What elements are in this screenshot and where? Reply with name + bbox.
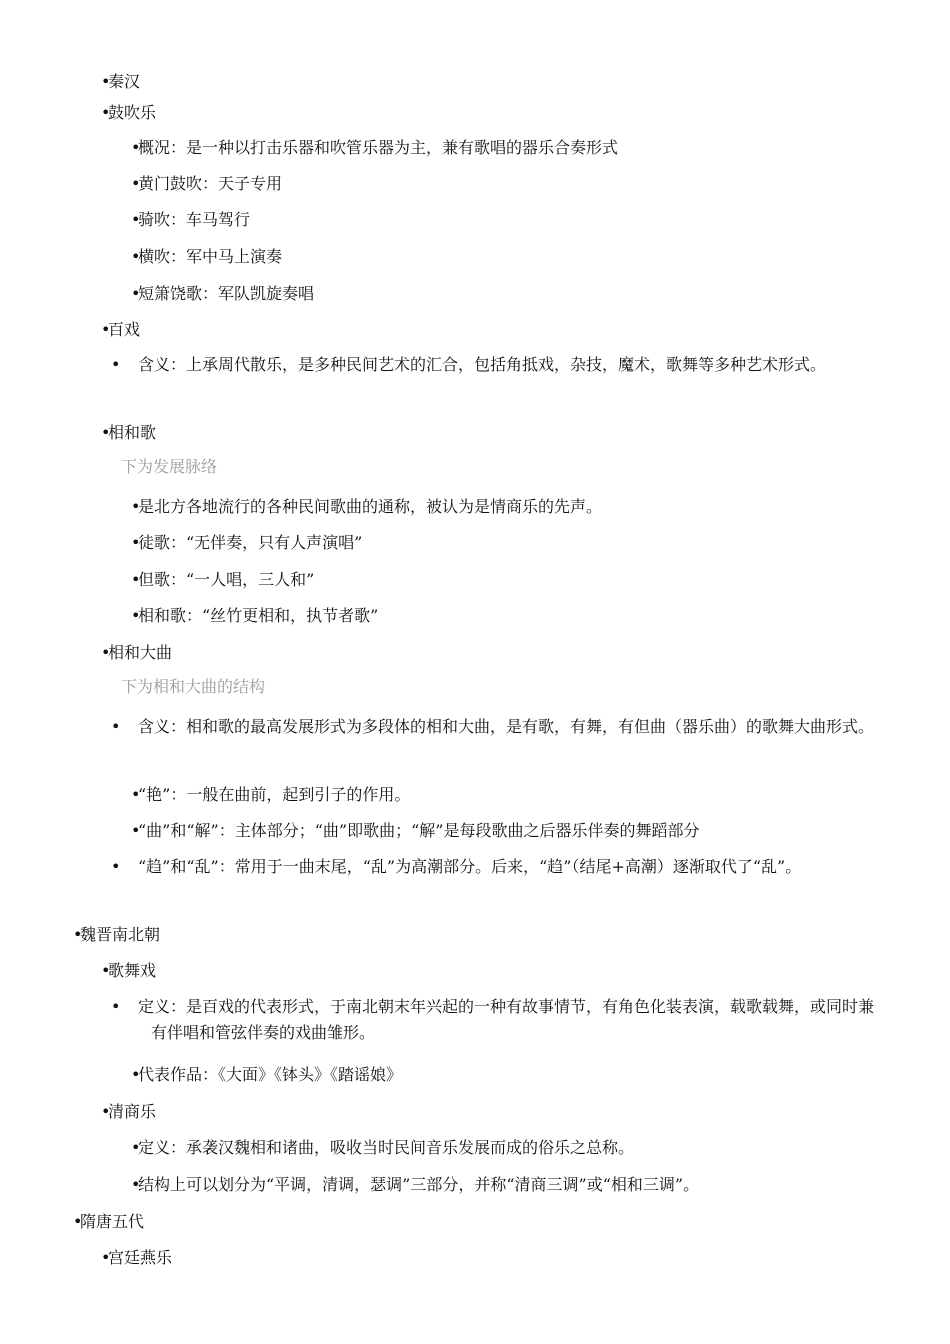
outline-item xyxy=(111,994,883,1046)
outline-item-gongtingyanyue xyxy=(101,1245,172,1271)
bullet: • xyxy=(101,320,111,339)
item-text: 短箫饶歌：军队凯旋奏唱 xyxy=(138,284,315,303)
bullet: • xyxy=(131,174,141,193)
outline-item xyxy=(111,352,871,378)
bullet: • xyxy=(101,1248,111,1267)
item-text: 歌舞戏 xyxy=(108,961,157,980)
outline-item xyxy=(131,782,410,808)
item-text: 横吹：军中马上演奏 xyxy=(138,247,283,266)
outline-item xyxy=(131,530,362,556)
item-text: “曲”和“解”：主体部分；“曲”即歌曲；“解”是每段歌曲之后器乐伴奏的舞蹈部分 xyxy=(138,821,700,840)
outline-item xyxy=(131,1135,634,1161)
item-text: 魏晋南北朝 xyxy=(80,925,161,944)
bullet: • xyxy=(101,72,111,91)
note-text: 下为发展脉络 xyxy=(121,457,218,476)
outline-item xyxy=(131,171,282,197)
outline-item-guchuiyue xyxy=(101,100,156,126)
bullet: • xyxy=(101,961,111,980)
item-text: 概况：是一种以打击乐器和吹管乐器为主，兼有歌唱的器乐合奏形式 xyxy=(138,138,619,157)
bullet: • xyxy=(131,821,141,840)
outline-item-xianghedaqu xyxy=(101,640,172,666)
outline-item xyxy=(111,714,883,740)
outline-item xyxy=(131,818,699,844)
outline-item xyxy=(131,281,314,307)
outline-item xyxy=(131,494,602,520)
outline-item xyxy=(131,244,282,270)
bullet: • xyxy=(131,1175,141,1194)
bullet: • xyxy=(111,355,121,374)
outline-item xyxy=(131,1062,402,1088)
outline-item-qinhan xyxy=(101,69,140,95)
item-text: 宫廷燕乐 xyxy=(108,1248,173,1267)
item-text: 隋唐五代 xyxy=(80,1212,145,1231)
bullet: • xyxy=(101,643,111,662)
item-text: 结构上可以划分为“平调，清调，瑟调”三部分，并称“清商三调”或“相和三调”。 xyxy=(138,1175,700,1194)
bullet: • xyxy=(131,1138,141,1157)
item-text: 百戏 xyxy=(108,320,141,339)
bullet: • xyxy=(73,925,83,944)
bullet: • xyxy=(131,1065,141,1084)
item-text: 含义：相和歌的最高发展形式为多段体的相和大曲，是有歌，有舞，有但曲（器乐曲）的歌舞大曲形式。 xyxy=(138,717,875,736)
item-text: 定义：承袭汉魏相和诸曲，吸收当时民间音乐发展而成的俗乐之总称。 xyxy=(138,1138,635,1157)
item-text: 秦汉 xyxy=(108,72,141,91)
item-text: “趋”和“乱”：常用于一曲末尾，“乱”为高潮部分。后来，“趋”（结尾+高潮）逐渐取代了“乱”。 xyxy=(138,857,802,876)
item-text: “艳”：一般在曲前，起到引子的作用。 xyxy=(138,785,411,804)
item-text: 代表作品：《大面》《钵头》《踏谣娘》 xyxy=(138,1065,403,1084)
outline-item-xianghege xyxy=(101,420,156,446)
outline-item xyxy=(131,567,314,593)
bullet: • xyxy=(73,1212,83,1231)
item-text: 黄门鼓吹：天子专用 xyxy=(138,174,283,193)
item-text: 是北方各地流行的各种民间歌曲的通称，被认为是情商乐的先声。 xyxy=(138,497,603,516)
bullet: • xyxy=(131,570,141,589)
bullet: • xyxy=(131,247,141,266)
bullet: • xyxy=(111,857,121,876)
outline-item xyxy=(131,207,250,233)
bullet: • xyxy=(131,497,141,516)
bullet: • xyxy=(101,423,111,442)
outline-item-suitang xyxy=(73,1209,144,1235)
outline-item xyxy=(131,135,618,161)
outline-item-baixi xyxy=(101,317,140,343)
bullet: • xyxy=(131,284,141,303)
item-text: 含义：上承周代散乐，是多种民间艺术的汇合，包括角抵戏，杂技，魔术，歌舞等多种艺术形式。 xyxy=(138,355,827,374)
outline-item-gewuxi xyxy=(101,958,156,984)
bullet: • xyxy=(131,606,141,625)
item-text: 鼓吹乐 xyxy=(108,103,157,122)
outline-item xyxy=(111,854,895,880)
note-text: 下为相和大曲的结构 xyxy=(121,677,266,696)
bullet: • xyxy=(131,533,141,552)
bullet: • xyxy=(101,103,111,122)
item-text: 定义：是百戏的代表形式，于南北朝末年兴起的一种有故事情节，有角色化装表演，载歌载舞，或同时兼有伴唱和管弦伴奏的戏曲雏形。 xyxy=(138,997,875,1042)
outline-item-qingshangyue xyxy=(101,1099,156,1125)
outline-item xyxy=(131,1172,699,1198)
outline-item xyxy=(131,603,378,629)
outline-item-weijin xyxy=(73,922,160,948)
item-text: 骑吹：车马驾行 xyxy=(138,210,251,229)
item-text: 清商乐 xyxy=(108,1102,157,1121)
bullet: • xyxy=(131,138,141,157)
item-text: 相和歌：“丝竹更相和，执节者歌” xyxy=(138,606,379,625)
item-text: 相和大曲 xyxy=(108,643,173,662)
item-text: 但歌：“一人唱，三人和” xyxy=(138,570,315,589)
bullet: • xyxy=(111,717,121,736)
item-text: 相和歌 xyxy=(108,423,157,442)
item-text: 徒歌：“无伴奏，只有人声演唱” xyxy=(138,533,363,552)
bullet: • xyxy=(101,1102,111,1121)
bullet: • xyxy=(131,210,141,229)
bullet: • xyxy=(131,785,141,804)
bullet: • xyxy=(111,997,121,1016)
